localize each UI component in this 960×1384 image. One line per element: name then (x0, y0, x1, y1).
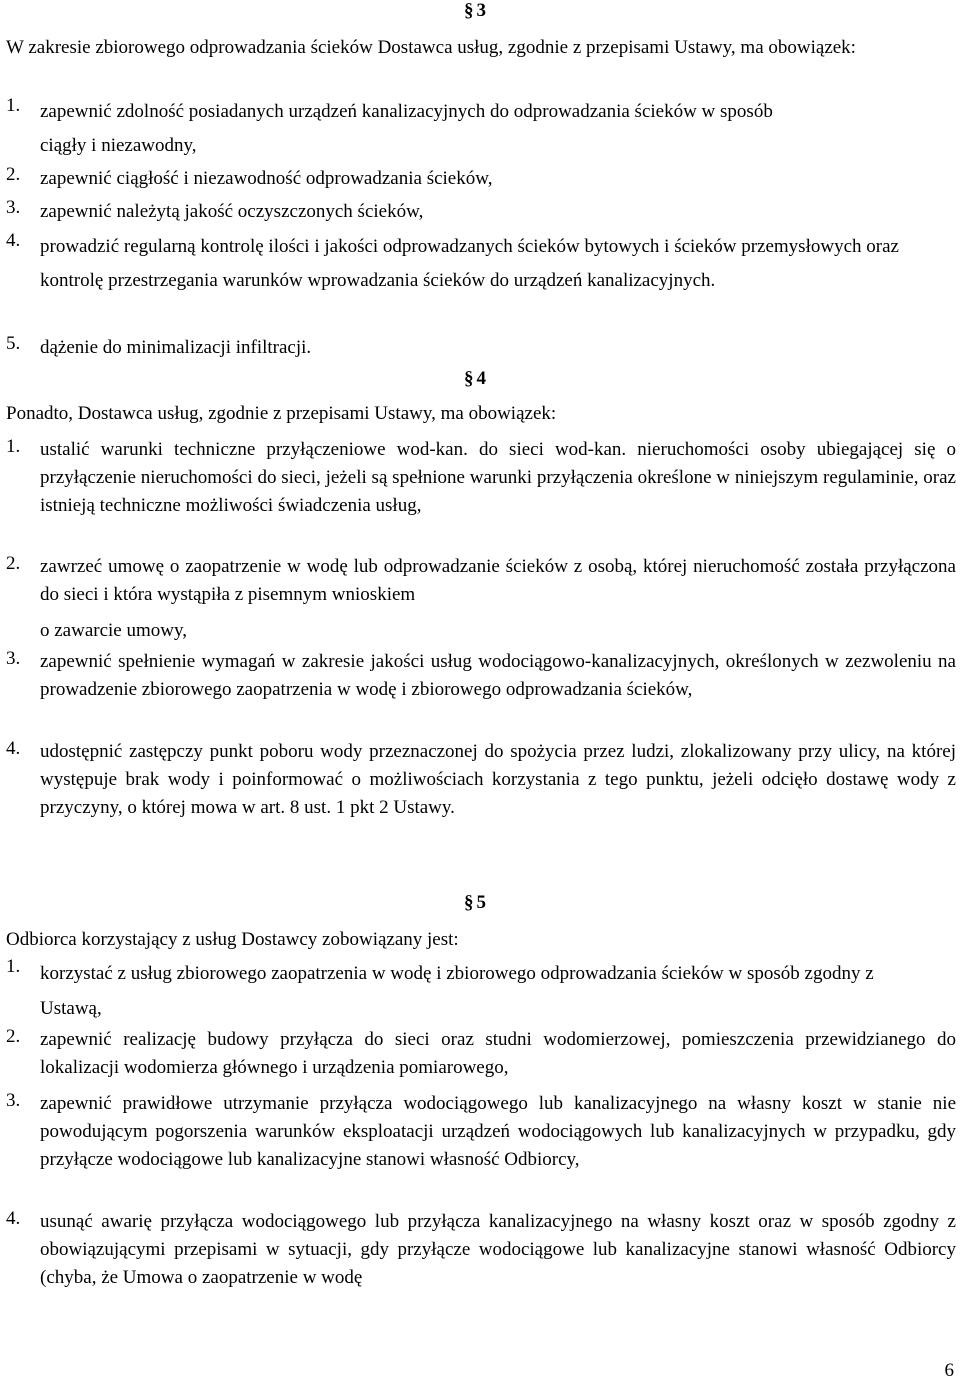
item-number: 4. (6, 1208, 21, 1229)
list-item (6, 648, 956, 704)
list-item (6, 553, 956, 645)
section-3-heading (464, 0, 486, 22)
item-text: korzystać z usług zbiorowego zaopatrzenia w wodę i zbiorowego odprowadzania ścieków w sposób zgodny z Ustawą, (40, 963, 874, 1019)
item-number: 5. (6, 333, 21, 354)
list-item (6, 164, 956, 194)
list-item (6, 95, 956, 163)
item-number: 3. (6, 648, 21, 669)
section-5-intro: Odbiorca korzystający z usług Dostawcy zobowiązany jest: (6, 929, 459, 950)
item-number: 4. (6, 230, 21, 251)
list-item (6, 1090, 956, 1174)
list-item (6, 956, 956, 1026)
list-item (6, 1026, 956, 1082)
item-number: 2. (6, 164, 21, 185)
item-number: 2. (6, 553, 21, 574)
section-number: 3 (476, 0, 486, 21)
paragraph-symbol: § (464, 892, 474, 913)
item-number: 1. (6, 95, 21, 116)
paragraph-symbol: § (464, 368, 474, 389)
item-number: 2. (6, 1026, 21, 1047)
item-number: 1. (6, 436, 21, 457)
list-item (6, 738, 956, 822)
page-number: 6 (944, 1360, 954, 1381)
section-number: 5 (476, 892, 486, 913)
section-number: 4 (476, 368, 486, 389)
item-text: zapewnić zdolność posiadanych urządzeń kanalizacyjnych do odprowadzania ścieków w sposób ciągły i niezawodny, (40, 101, 773, 156)
section-5-heading (464, 892, 486, 914)
item-text: ustalić warunki techniczne przyłączeniowe wod-kan. do sieci wod-kan. nieruchomości osoby ubiegającej się o przyłączenie nieruchomości do sieci, jeżeli są spełnione warunki przyłączenia określone w niniejszym regulaminie, oraz istnieją techniczne możliwości świadczenia usług, (40, 439, 956, 516)
item-text: zapewnić realizację budowy przyłącza do sieci oraz studni wodomierzowej, pomieszczenia przewidzianego do lokalizacji wodomierza głównego i urządzenia pomiarowego, (40, 1029, 956, 1078)
section-4-intro: Ponadto, Dostawca usług, zgodnie z przepisami Ustawy, ma obowiązek: (6, 403, 557, 424)
item-text: dążenie do minimalizacji infiltracji. (40, 337, 312, 358)
item-number: 3. (6, 1090, 21, 1111)
item-number: 3. (6, 197, 21, 218)
item-text: zawrzeć umowę o zaopatrzenie w wodę lub odprowadzanie ścieków z osobą, której nieruchomość została przyłączona do sieci i która wystąpiła z pisemnym wnioskiem (40, 556, 956, 605)
item-text: zapewnić spełnienie wymagań w zakresie jakości usług wodociągowo-kanalizacyjnych, określonych w zezwoleniu na prowadzenie zbiorowego zaopatrzenia w wodę i zbiorowego odprowadzania ścieków, (40, 651, 956, 700)
item-text: zapewnić prawidłowe utrzymanie przyłącza wodociągowego lub kanalizacyjnego na własny koszt w stanie nie powodującym pogorszenia warunków eksploatacji urządzeń wodociągowych lub kanalizacyjnych w przypadku, gdy przyłącze wodociągowe lub kanalizacyjne stanowi własność Odbiorcy, (40, 1093, 956, 1170)
item-text: prowadzić regularną kontrolę ilości i jakości odprowadzanych ścieków bytowych i ścieków przemysłowych oraz kontrolę przestrzegania warunków wprowadzania ścieków do urządzeń kanalizacyjnych. (40, 236, 899, 291)
list-item (6, 197, 956, 227)
list-item (6, 436, 956, 520)
list-item (6, 230, 956, 298)
item-text: zapewnić należytą jakość oczyszczonych ścieków, (40, 201, 424, 222)
list-item (6, 1208, 956, 1292)
list-item (6, 333, 956, 363)
item-text-continued: o zawarcie umowy, (40, 620, 188, 641)
section-3-intro: W zakresie zbiorowego odprowadzania ścieków Dostawca usług, zgodnie z przepisami Ustawy, ma obowiązek: (6, 37, 856, 58)
item-text: usunąć awarię przyłącza wodociągowego lub przyłącza kanalizacyjnego na własny koszt oraz w sposób zgodny z obowiązującymi przepisami w sytuacji, gdy przyłącze wodociągowe lub kanalizacyjne stanowi własność Odbiorcy (chyba, że Umowa o zaopatrzenie w wodę (40, 1211, 956, 1288)
paragraph-symbol: § (464, 0, 474, 21)
item-text: zapewnić ciągłość i niezawodność odprowadzania ścieków, (40, 168, 493, 189)
section-4-heading (464, 368, 486, 390)
item-text: udostępnić zastępczy punkt poboru wody przeznaczonej do spożycia przez ludzi, zlokalizowany przy ulicy, na której występuje brak wody i poinformować o możliwościach korzystania z tego punktu, jeżeli odcięło dostawę wody z przyczyny, o której mowa w art. 8 ust. 1 pkt 2 Ustawy. (40, 741, 956, 818)
item-number: 4. (6, 738, 21, 759)
item-number: 1. (6, 956, 21, 977)
